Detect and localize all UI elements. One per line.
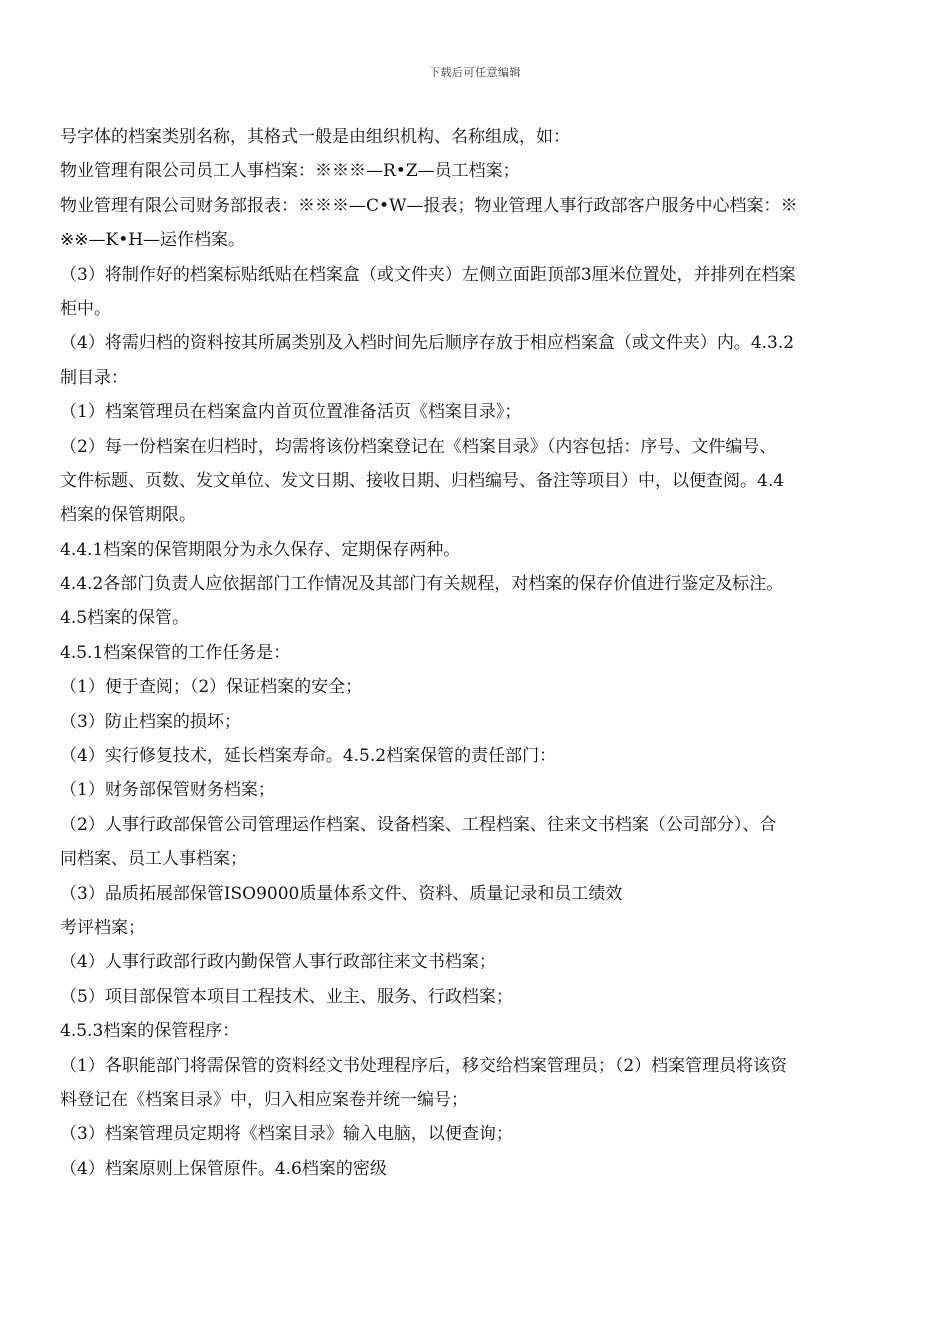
text-line: （4）档案原则上保管原件。4.6档案的密级 (60, 1158, 387, 1179)
text-line: （1）财务部保管财务档案； (60, 780, 275, 801)
text-line: 4.4.1档案的保管期限分为永久保存、定期保存两种。 (60, 539, 461, 560)
text-line: ※※—K•H—运作档案。 (60, 230, 246, 251)
page-header-note: 下载后可任意编辑 (429, 66, 521, 79)
text-line: 号字体的档案类别名称，其格式一般是由组织机构、名称组成，如： (60, 127, 570, 147)
text-line: （5）项目部保管本项目工程技术、业主、服务、行政档案； (60, 986, 513, 1007)
document-body (60, 120, 895, 1186)
text-line: 档案的保管期限。 (60, 505, 196, 526)
text-line: （1）各职能部门将需保管的资料经文书处理程序后，移交给档案管理员；（2）档案管理员将该资 (60, 1055, 788, 1076)
text-line: （2）每一份档案在归档时，均需将该份档案登记在《档案目录》（内容包括：序号、文件编号、 (60, 436, 777, 457)
text-line: （4）将需归档的资料按其所属类别及入档时间先后顺序存放于相应档案盒（或文件夹）内。4.3.2 (60, 333, 795, 354)
text-line: 制目录： (60, 367, 128, 388)
text-line: （3）防止档案的损坏； (60, 711, 241, 732)
text-line: （1）档案管理员在档案盒内首页位置准备活页《档案目录》； (60, 402, 522, 423)
text-line: （1）便于查阅；（2）保证档案的安全； (60, 677, 363, 698)
text-line: 柜中。 (60, 298, 111, 319)
text-line: 料登记在《档案目录》中，归入相应案卷并统一编号； (60, 1089, 468, 1110)
text-line: 4.5档案的保管。 (60, 608, 190, 629)
text-line: 文件标题、页数、发文单位、发文日期、接收日期、归档编号、备注等项目）中，以便查阅。4.4 (60, 470, 785, 491)
text-line: （3）品质拓展部保管ISO9000质量体系文件、资料、质量记录和员工绩效 (60, 883, 623, 904)
text-line: （3）将制作好的档案标贴纸贴在档案盒（或文件夹）左侧立面距顶部3厘米位置处，并排列在档案 (60, 264, 796, 285)
text-line: （2）人事行政部保管公司管理运作档案、设备档案、工程档案、往来文书档案（公司部分）、合 (60, 814, 777, 835)
text-line: 同档案、员工人事档案； (60, 849, 247, 870)
text-line: 物业管理有限公司财务部报表：※※※—C•W—报表；物业管理人事行政部客户服务中心档案：※ (60, 195, 798, 216)
text-line: 4.4.2各部门负责人应依据部门工作情况及其部门有关规程，对档案的保存价值进行鉴定及标注。 (60, 574, 784, 595)
text-line: 4.5.3档案的保管程序： (60, 1021, 240, 1042)
text-line: （4）人事行政部行政内勤保管人事行政部往来文书档案； (60, 952, 496, 973)
text-line: 考评档案； (60, 917, 145, 938)
text-line: （3）档案管理员定期将《档案目录》输入电脑，以便查询； (60, 1124, 513, 1145)
text-line: 4.5.1档案保管的工作任务是： (60, 642, 291, 663)
text-line: 物业管理有限公司员工人事档案：※※※—R•Z—员工档案； (60, 161, 520, 182)
text-line: （4）实行修复技术，延长档案寿命。4.5.2档案保管的责任部门： (60, 746, 557, 767)
